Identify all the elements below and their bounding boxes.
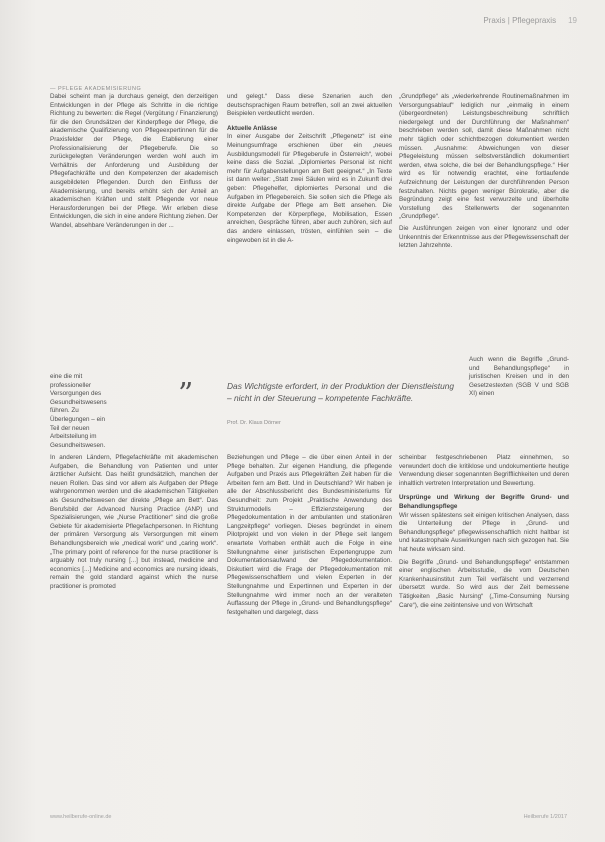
paragraph: scheinbar festgeschriebenen Platz einnehmen, so verwundert doch die kritiklose und undokumentierte heutige Verwendung dieser sogenannten Begrifflichkeiten und deren inhaltlich vertreten Interpretation und Bewertung. (399, 454, 569, 487)
subheading: Aktuelle Anlässe (227, 124, 278, 132)
pull-quote: Das Wichtigste erfordert, in der Produktion der Dienstleistung – nicht in der Steuerung – kompetente Fachkräfte. (227, 381, 455, 403)
paragraph: Wir wissen spätestens seit einigen kritischen Analysen, dass die Unterteilung der Pflege in „Grund- und Behandlungspflege“ pflegewissenschaftlich nicht haltbar ist und katastrophale Auswirkungen nach sich gezogen hat. Sie hat heute wirksam sind. (399, 511, 569, 553)
quote-author: Prof. Dr. Klaus Dörner (227, 420, 281, 426)
paragraph: Die Begriffe „Grund- und Behandlungspflege“ entstammen einer englischen Arbeitsstudie, die vom Deutschen Krankenhausinstitut zum Teil verfälscht und verzerrend übersetzt wurde. So wird aus der Zeit bemessene Tätigkeiten „Basic Nursing“ („Time-Consuming Nursing Care“), die eine zeitintensive und von Wirtschaft (399, 558, 569, 609)
subheading: Ursprünge und Wirkung der Begriffe Grund- und Behandlungspflege (399, 494, 569, 510)
quote-mark-icon: ” (178, 377, 194, 412)
page-number: 19 (568, 16, 577, 25)
paragraph: „Grundpflege“ als „wiederkehrende Routinemaßnahmen im Versorgungsablauf“ lediglich nur „einmalig in einem (übergeordneten) Leistungsbeschreibung schriftlich niedergelegt und der Durchführung der Maßnahmen“ beschrieben werden soll, damit diese Maßnahmen nicht mehr täglich oder schichtbezogen dokumentiert werden müssen. „Ausnahme: Abweichungen von dieser Pflegeleistung müssen selbstverständlich dokumentiert werden, etwa solche, die bei der Behandlungspflege.“ Hier wird es für notwendig erachtet, eine fortlaufende Aufzeichnung der Leistungen der durchführenden Person festzuhalten. Nichts gegen weniger Bürokratie, aber die Begründung zeigt eine fest verwurzelte und überholte Vorstellung des Stellenwerts der sogenannten „Grundpflege“. (399, 93, 569, 221)
column-1-continued: In anderen Ländern, Pflegefachkräfte mit akademischen Aufgaben, die Behandlung von Patienten und unter ärztlicher Aufsicht. Das heißt grundsätzlich, manchen der neuen Rollen. Das sind vor allem als Aufgaben der Pflege wahrgenommen werden und die akademischen Tätigkeiten als Gesundheitswesen der direkte „Pflege am Bett“. Das Berufsbild der Advanced Nursing Practice (ANP) und Spezialisierungen, wie „Nurse Practitioner“ sind die große Gebiete für akademisierte Pflegefachpersonen. In Richtung der primären Versorgung als Versorgungen mit einem Behandlungsbereich wie „medical work“ und „caring work“. „The primary point of reference for the nurse practitioner is arguably not truly nursing [...] but instead, medicine and economics [...] Medicine and economics are nursing ideals, remain the gold standard against which the nurse practitioner is promoted (50, 454, 218, 590)
page-header (483, 16, 577, 25)
footer-issue: Heilberufe 1/2017 (523, 814, 567, 820)
column-3-wrap-text: Auch wenn die Begriffe „Grund- und Behandlungspflege“ in juristischen Kreisen und in den Gesetzestexten (SGB V und SGB XI) einen (469, 356, 569, 398)
column-2 (227, 93, 392, 245)
column-1 (50, 93, 218, 231)
column-3-continued (399, 454, 569, 610)
paragraph: Dabei scheint man ja durchaus geneigt, den derzeitigen Entwicklungen in der Pflege als Schritte in die richtige Richtung zu bewerten: die Regel (Vergütung / Finanzierung) für die den Grundsätzen der Kinderpflege der Pflege, die akademische Qualifizierung von Pflegeexpertinnen für die Praxisfelder der Pflege, die Etablierung einer Professionalisierung der Pflegeberufe. Die so zurückgelegten Veränderungen werden wohl auch im Verhältnis der Anforderung und Ausbildung der Pflegefachkräfte und den Kompetenzen der akademisch ausgebildeten Pflegenden. Durch den Einfluss der Akademisierung, und bereits erhöht sich der Anteil an akademischen Kräften und stellt Pflegende vor neue Herausforderungen bei der Pflege. Wir erleben diese Entwicklungen, die sich in eine andere Richtung ziehen. Der Wandel, absehbare Veränderungen in der ... (50, 93, 218, 229)
section-title: Praxis | Pflegepraxis (483, 16, 557, 25)
column-3 (399, 93, 569, 251)
paragraph: In einer Ausgabe der Zeitschrift „Pflegenetz“ ist eine Meinungsumfrage erschienen über ein „neues Ausbildungsmodell für Pflegeberufe in Österreich“, wobei keine dass die Sozial. „Diplomiertes Personal ist nicht mehr für Aufgabenstellungen am Bett geeignet.“ „In Texte ist dann weiter: „Statt zwei Säulen wird es in Zukunft drei geben: Pflegehelfer, diplomiertes Personal und die Aufgaben im Pflegebereich. Sie sollen sich die Pflege als direkte Aufgabe der Pflege am Bett ansehen. Die Kompetenzen der Körperpflege, Mobilisation, Essen anreichen, Gespräche führen, aber auch zuhören, sich auf das andere einlassen, trösten, einfühlen sein – die eingewoben ist in die A- (227, 133, 392, 244)
column-2-continued: Beziehungen und Pflege – die über einen Anteil in der Pflege behalten. Zur eigenen Handlung, die pflegende Aufgaben und Praxis aus Pflegekräften Zeit haben für die Arbeiten fern am Bett. Und in Deutschland? Wir haben je alle der Abschlussbericht des Bundesministeriums für Gesundheit: zum Projekt „Praktische Anwendung des Strukturmodells – Effizienzsteigerung der Pflegedokumentation in der ambulanten und stationären Langzeitpflege“ vorliegen. Dieses begründet in einem Pilotprojekt und von vielen in der Pflege seit langem erwartete Vorhaben enthält auch die Folge in eine Stellungnahme einer juristischen Expertengruppe zum Dokumentationsaufwand der Pflegedokumentation. Diskutiert wird die Frage der Pflegedokumentation mit Pflegewissenschaftlern und vielen Experten in der Stellungnahme und Expertinnen und Experten in der Stellungnahme wird immer noch an der veralteten Auffassung der Pflege in „Grund- und Behandlungspflege“ festgehalten und dargelegt, dass (227, 454, 392, 616)
paragraph: Die Ausführungen zeigen von einer Ignoranz und oder Unkenntnis der Erkenntnisse aus der Pflegewissenschaft der letzten Jahrzehnte. (399, 224, 569, 250)
paragraph: und gelegt.“ Dass diese Szenarien auch den deutschsprachigen Raum betreffen, soll an zwei aktuellen Beispielen verdeutlicht werden. (227, 93, 392, 118)
footer-url: www.heilberufe-online.de (50, 814, 112, 820)
column-1-wrap-text: eine die mit professioneller Versorgungen des Gesundheitswesens führen. Zu Überlegungen – ein Teil der neuen Arbeitsteilung im Gesundheitswesen. (50, 373, 107, 449)
kicker: — PFLEGE AKADEMISIERUNG (50, 86, 142, 92)
